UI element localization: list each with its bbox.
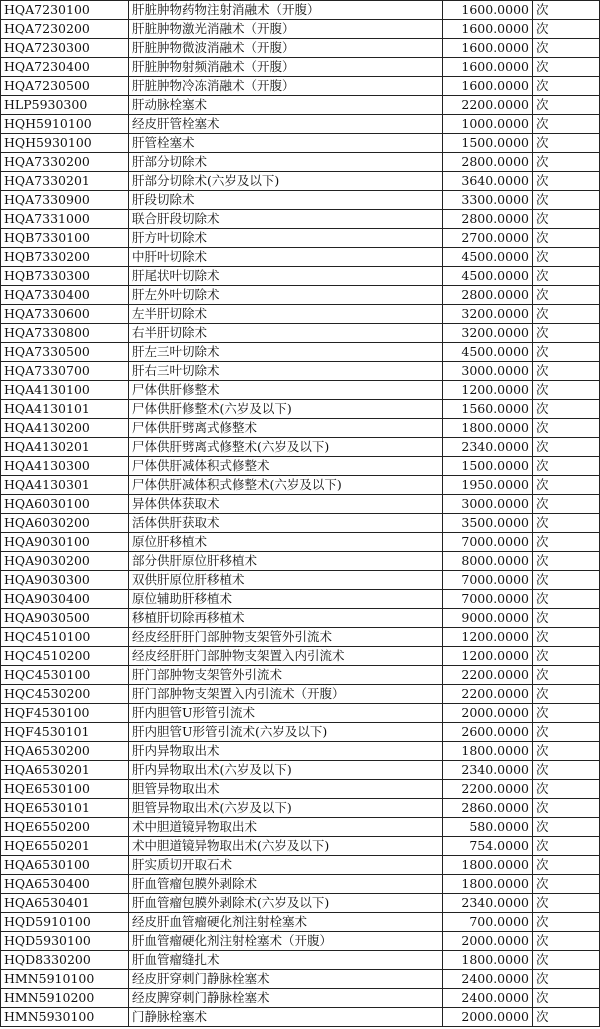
item-price-cell: 4500.0000 [443,343,533,362]
item-unit-cell: 次 [533,761,600,780]
item-name-cell: 活体供肝获取术 [129,514,443,533]
item-unit-cell: 次 [533,267,600,286]
item-price-cell: 4500.0000 [443,267,533,286]
item-price-cell: 2860.0000 [443,799,533,818]
item-name-cell: 肝动脉栓塞术 [129,96,443,115]
table-row [1,1008,600,1027]
item-unit-cell: 次 [533,628,600,647]
item-name-cell: 尸体供肝劈离式修整术 [129,419,443,438]
item-code-cell: HQA7230100 [1,1,129,20]
table-row [1,20,600,39]
item-price-cell: 2200.0000 [443,96,533,115]
item-code-cell: HQA6530100 [1,856,129,875]
item-name-cell: 肝血管瘤缝扎术 [129,951,443,970]
item-name-cell: 肝内胆管U形管引流术 [129,704,443,723]
item-unit-cell: 次 [533,153,600,172]
item-name-cell: 经皮肝管栓塞术 [129,115,443,134]
item-price-cell: 2700.0000 [443,229,533,248]
table-row [1,39,600,58]
item-price-cell: 3200.0000 [443,324,533,343]
item-unit-cell: 次 [533,438,600,457]
item-name-cell: 胆管异物取出术(六岁及以下) [129,799,443,818]
item-code-cell: HQE6530100 [1,780,129,799]
item-unit-cell: 次 [533,362,600,381]
item-name-cell: 尸体供肝减体积式修整术(六岁及以下) [129,476,443,495]
item-price-cell: 2800.0000 [443,210,533,229]
item-price-cell: 8000.0000 [443,552,533,571]
item-price-cell: 1950.0000 [443,476,533,495]
item-unit-cell: 次 [533,1,600,20]
item-unit-cell: 次 [533,495,600,514]
item-unit-cell: 次 [533,476,600,495]
item-unit-cell: 次 [533,742,600,761]
item-code-cell: HQB7330200 [1,248,129,267]
item-name-cell: 肝门部肿物支架管外引流术 [129,666,443,685]
item-code-cell: HQA9030200 [1,552,129,571]
item-price-cell: 2800.0000 [443,153,533,172]
item-unit-cell: 次 [533,951,600,970]
item-unit-cell: 次 [533,514,600,533]
item-code-cell: HQA7330201 [1,172,129,191]
item-code-cell: HQE6530101 [1,799,129,818]
table-row [1,286,600,305]
table-row [1,875,600,894]
item-price-cell: 754.0000 [443,837,533,856]
item-code-cell: HQA4130101 [1,400,129,419]
item-code-cell: HQE6550200 [1,818,129,837]
item-name-cell: 原位肝移植术 [129,533,443,552]
item-code-cell: HQC4530100 [1,666,129,685]
item-price-cell: 1800.0000 [443,856,533,875]
item-price-cell: 1200.0000 [443,647,533,666]
item-code-cell: HQD5910100 [1,913,129,932]
item-name-cell: 尸体供肝修整术(六岁及以下) [129,400,443,419]
item-unit-cell: 次 [533,305,600,324]
table-row [1,590,600,609]
table-row [1,628,600,647]
table-row [1,400,600,419]
item-unit-cell: 次 [533,419,600,438]
item-name-cell: 肝部分切除术(六岁及以下) [129,172,443,191]
item-name-cell: 肝脏肿物射频消融术（开腹） [129,58,443,77]
item-code-cell: HQA7330800 [1,324,129,343]
table-row [1,362,600,381]
item-name-cell: 肝内异物取出术(六岁及以下) [129,761,443,780]
item-name-cell: 尸体供肝劈离式修整术(六岁及以下) [129,438,443,457]
item-unit-cell: 次 [533,343,600,362]
item-code-cell: HQA4130300 [1,457,129,476]
item-unit-cell: 次 [533,894,600,913]
item-name-cell: 肝脏肿物激光消融术（开腹） [129,20,443,39]
item-price-cell: 2400.0000 [443,989,533,1008]
item-unit-cell: 次 [533,400,600,419]
item-code-cell: HQC4510200 [1,647,129,666]
item-code-cell: HMN5910200 [1,989,129,1008]
item-code-cell: HQC4510100 [1,628,129,647]
table-row [1,970,600,989]
item-price-cell: 1200.0000 [443,628,533,647]
item-name-cell: 肝内胆管U形管引流术(六岁及以下) [129,723,443,742]
item-unit-cell: 次 [533,457,600,476]
item-name-cell: 肝尾状叶切除术 [129,267,443,286]
item-name-cell: 肝部分切除术 [129,153,443,172]
item-unit-cell: 次 [533,39,600,58]
item-code-cell: HQA9030300 [1,571,129,590]
item-unit-cell: 次 [533,210,600,229]
item-name-cell: 肝血管瘤包膜外剥除术 [129,875,443,894]
item-code-cell: HQA9030400 [1,590,129,609]
table-row [1,438,600,457]
item-name-cell: 肝左三叶切除术 [129,343,443,362]
table-row [1,799,600,818]
table-row [1,324,600,343]
table-row [1,666,600,685]
table-row [1,495,600,514]
table-row [1,229,600,248]
item-unit-cell: 次 [533,96,600,115]
table-row [1,856,600,875]
item-name-cell: 经皮经肝肝门部肿物支架管外引流术 [129,628,443,647]
table-row [1,58,600,77]
item-price-cell: 2000.0000 [443,1008,533,1027]
table-row [1,191,600,210]
table-row [1,818,600,837]
item-price-cell: 2400.0000 [443,970,533,989]
table-row [1,476,600,495]
table-row [1,153,600,172]
item-unit-cell: 次 [533,229,600,248]
item-name-cell: 中肝叶切除术 [129,248,443,267]
item-code-cell: HQA7330500 [1,343,129,362]
table-row [1,837,600,856]
item-code-cell: HQB7330300 [1,267,129,286]
item-unit-cell: 次 [533,932,600,951]
table-row [1,172,600,191]
item-price-cell: 2200.0000 [443,780,533,799]
item-price-cell: 1500.0000 [443,457,533,476]
item-price-cell: 3000.0000 [443,495,533,514]
item-code-cell: HQA6530401 [1,894,129,913]
table-row [1,913,600,932]
item-unit-cell: 次 [533,324,600,343]
item-name-cell: 经皮脾穿刺门静脉栓塞术 [129,989,443,1008]
item-price-cell: 1600.0000 [443,77,533,96]
item-code-cell: HQA6030200 [1,514,129,533]
table-body [1,1,600,1027]
item-code-cell: HQA7230300 [1,39,129,58]
item-unit-cell: 次 [533,913,600,932]
item-price-cell: 2200.0000 [443,685,533,704]
item-name-cell: 肝实质切开取石术 [129,856,443,875]
item-unit-cell: 次 [533,989,600,1008]
item-price-cell: 2340.0000 [443,761,533,780]
item-code-cell: HQB7330100 [1,229,129,248]
table-row [1,723,600,742]
item-price-cell: 3000.0000 [443,362,533,381]
item-price-cell: 2340.0000 [443,438,533,457]
item-code-cell: HQE6550201 [1,837,129,856]
item-price-cell: 3200.0000 [443,305,533,324]
table-row [1,343,600,362]
item-name-cell: 异体供体获取术 [129,495,443,514]
item-unit-cell: 次 [533,875,600,894]
table-row [1,571,600,590]
item-code-cell: HLP5930300 [1,96,129,115]
table-row [1,210,600,229]
table-row [1,932,600,951]
item-price-cell: 1500.0000 [443,134,533,153]
item-code-cell: HQA9030100 [1,533,129,552]
table-row [1,1,600,20]
item-code-cell: HQA6030100 [1,495,129,514]
item-price-cell: 700.0000 [443,913,533,932]
item-unit-cell: 次 [533,248,600,267]
item-price-cell: 1600.0000 [443,58,533,77]
item-price-cell: 1560.0000 [443,400,533,419]
item-code-cell: HQA7230500 [1,77,129,96]
item-price-cell: 9000.0000 [443,609,533,628]
item-code-cell: HQF4530100 [1,704,129,723]
item-code-cell: HQD5930100 [1,932,129,951]
item-code-cell: HQA4130201 [1,438,129,457]
item-code-cell: HQA4130200 [1,419,129,438]
item-price-cell: 3640.0000 [443,172,533,191]
item-unit-cell: 次 [533,856,600,875]
item-name-cell: 左半肝切除术 [129,305,443,324]
item-unit-cell: 次 [533,685,600,704]
item-name-cell: 移植肝切除再移植术 [129,609,443,628]
item-name-cell: 肝血管瘤包膜外剥除术(六岁及以下) [129,894,443,913]
table-row [1,96,600,115]
item-unit-cell: 次 [533,20,600,39]
table-row [1,514,600,533]
item-code-cell: HQA7330600 [1,305,129,324]
item-unit-cell: 次 [533,571,600,590]
table-row [1,533,600,552]
item-unit-cell: 次 [533,723,600,742]
item-code-cell: HQA9030500 [1,609,129,628]
item-unit-cell: 次 [533,77,600,96]
item-unit-cell: 次 [533,381,600,400]
item-name-cell: 肝段切除术 [129,191,443,210]
item-code-cell: HMN5930100 [1,1008,129,1027]
item-unit-cell: 次 [533,58,600,77]
item-code-cell: HQA7230400 [1,58,129,77]
item-unit-cell: 次 [533,172,600,191]
item-price-cell: 7000.0000 [443,590,533,609]
table-row [1,780,600,799]
item-price-cell: 1600.0000 [443,20,533,39]
table-row [1,381,600,400]
item-price-cell: 2600.0000 [443,723,533,742]
item-price-cell: 1600.0000 [443,39,533,58]
item-code-cell: HQA7330400 [1,286,129,305]
item-unit-cell: 次 [533,191,600,210]
item-name-cell: 双供肝原位肝移植术 [129,571,443,590]
item-code-cell: HMN5910100 [1,970,129,989]
item-code-cell: HQD8330200 [1,951,129,970]
item-code-cell: HQA4130301 [1,476,129,495]
table-row [1,248,600,267]
table-row [1,77,600,96]
item-code-cell: HQA7331000 [1,210,129,229]
item-name-cell: 尸体供肝修整术 [129,381,443,400]
table-row [1,609,600,628]
table-row [1,647,600,666]
item-name-cell: 尸体供肝减体积式修整术 [129,457,443,476]
table-row [1,267,600,286]
item-unit-cell: 次 [533,134,600,153]
item-price-cell: 2000.0000 [443,704,533,723]
item-price-cell: 7000.0000 [443,571,533,590]
table-row [1,457,600,476]
item-unit-cell: 次 [533,533,600,552]
item-name-cell: 肝左外叶切除术 [129,286,443,305]
item-code-cell: HQA7330900 [1,191,129,210]
item-price-cell: 7000.0000 [443,533,533,552]
item-unit-cell: 次 [533,818,600,837]
table-row [1,704,600,723]
item-code-cell: HQA6530400 [1,875,129,894]
item-price-cell: 1600.0000 [443,1,533,20]
item-name-cell: 肝脏肿物微波消融术（开腹） [129,39,443,58]
item-name-cell: 门静脉栓塞术 [129,1008,443,1027]
item-name-cell: 肝方叶切除术 [129,229,443,248]
item-unit-cell: 次 [533,647,600,666]
item-unit-cell: 次 [533,1008,600,1027]
item-code-cell: HQA7330700 [1,362,129,381]
table-row [1,951,600,970]
item-unit-cell: 次 [533,609,600,628]
table-row [1,134,600,153]
item-price-cell: 3300.0000 [443,191,533,210]
item-price-cell: 2340.0000 [443,894,533,913]
item-name-cell: 术中胆道镜异物取出术(六岁及以下) [129,837,443,856]
item-code-cell: HQA7230200 [1,20,129,39]
item-price-cell: 3500.0000 [443,514,533,533]
item-unit-cell: 次 [533,286,600,305]
item-price-cell: 580.0000 [443,818,533,837]
item-name-cell: 肝右三叶切除术 [129,362,443,381]
item-code-cell: HQA6530200 [1,742,129,761]
item-name-cell: 右半肝切除术 [129,324,443,343]
table-row [1,115,600,134]
item-price-cell: 4500.0000 [443,248,533,267]
item-code-cell: HQH5930100 [1,134,129,153]
item-price-cell: 2000.0000 [443,932,533,951]
item-price-cell: 1800.0000 [443,875,533,894]
item-name-cell: 经皮肝穿刺门静脉栓塞术 [129,970,443,989]
item-unit-cell: 次 [533,666,600,685]
item-price-cell: 1800.0000 [443,419,533,438]
item-price-cell: 2800.0000 [443,286,533,305]
item-name-cell: 肝血管瘤硬化剂注射栓塞术（开腹） [129,932,443,951]
table-row [1,419,600,438]
table-row [1,894,600,913]
item-unit-cell: 次 [533,704,600,723]
table-row [1,552,600,571]
item-name-cell: 肝内异物取出术 [129,742,443,761]
table-row [1,305,600,324]
item-name-cell: 原位辅助肝移植术 [129,590,443,609]
item-price-cell: 1000.0000 [443,115,533,134]
item-price-cell: 2200.0000 [443,666,533,685]
item-code-cell: HQF4530101 [1,723,129,742]
item-name-cell: 肝门部肿物支架置入内引流术（开腹） [129,685,443,704]
item-unit-cell: 次 [533,115,600,134]
item-name-cell: 部分供肝原位肝移植术 [129,552,443,571]
item-price-cell: 1800.0000 [443,742,533,761]
item-name-cell: 经皮经肝肝门部肿物支架置入内引流术 [129,647,443,666]
item-unit-cell: 次 [533,837,600,856]
item-unit-cell: 次 [533,590,600,609]
item-code-cell: HQC4530200 [1,685,129,704]
item-unit-cell: 次 [533,780,600,799]
item-name-cell: 肝脏肿物冷冻消融术（开腹） [129,77,443,96]
item-price-cell: 1200.0000 [443,381,533,400]
item-unit-cell: 次 [533,970,600,989]
item-code-cell: HQH5910100 [1,115,129,134]
table-row [1,685,600,704]
item-unit-cell: 次 [533,799,600,818]
item-name-cell: 经皮肝血管瘤硬化剂注射栓塞术 [129,913,443,932]
item-price-cell: 1800.0000 [443,951,533,970]
item-name-cell: 肝管栓塞术 [129,134,443,153]
item-unit-cell: 次 [533,552,600,571]
item-name-cell: 胆管异物取出术 [129,780,443,799]
item-name-cell: 术中胆道镜异物取出术 [129,818,443,837]
item-code-cell: HQA6530201 [1,761,129,780]
table-row [1,761,600,780]
table-row [1,989,600,1008]
item-name-cell: 肝脏肿物药物注射消融术（开腹） [129,1,443,20]
table-row [1,742,600,761]
item-code-cell: HQA4130100 [1,381,129,400]
item-name-cell: 联合肝段切除术 [129,210,443,229]
item-code-cell: HQA7330200 [1,153,129,172]
